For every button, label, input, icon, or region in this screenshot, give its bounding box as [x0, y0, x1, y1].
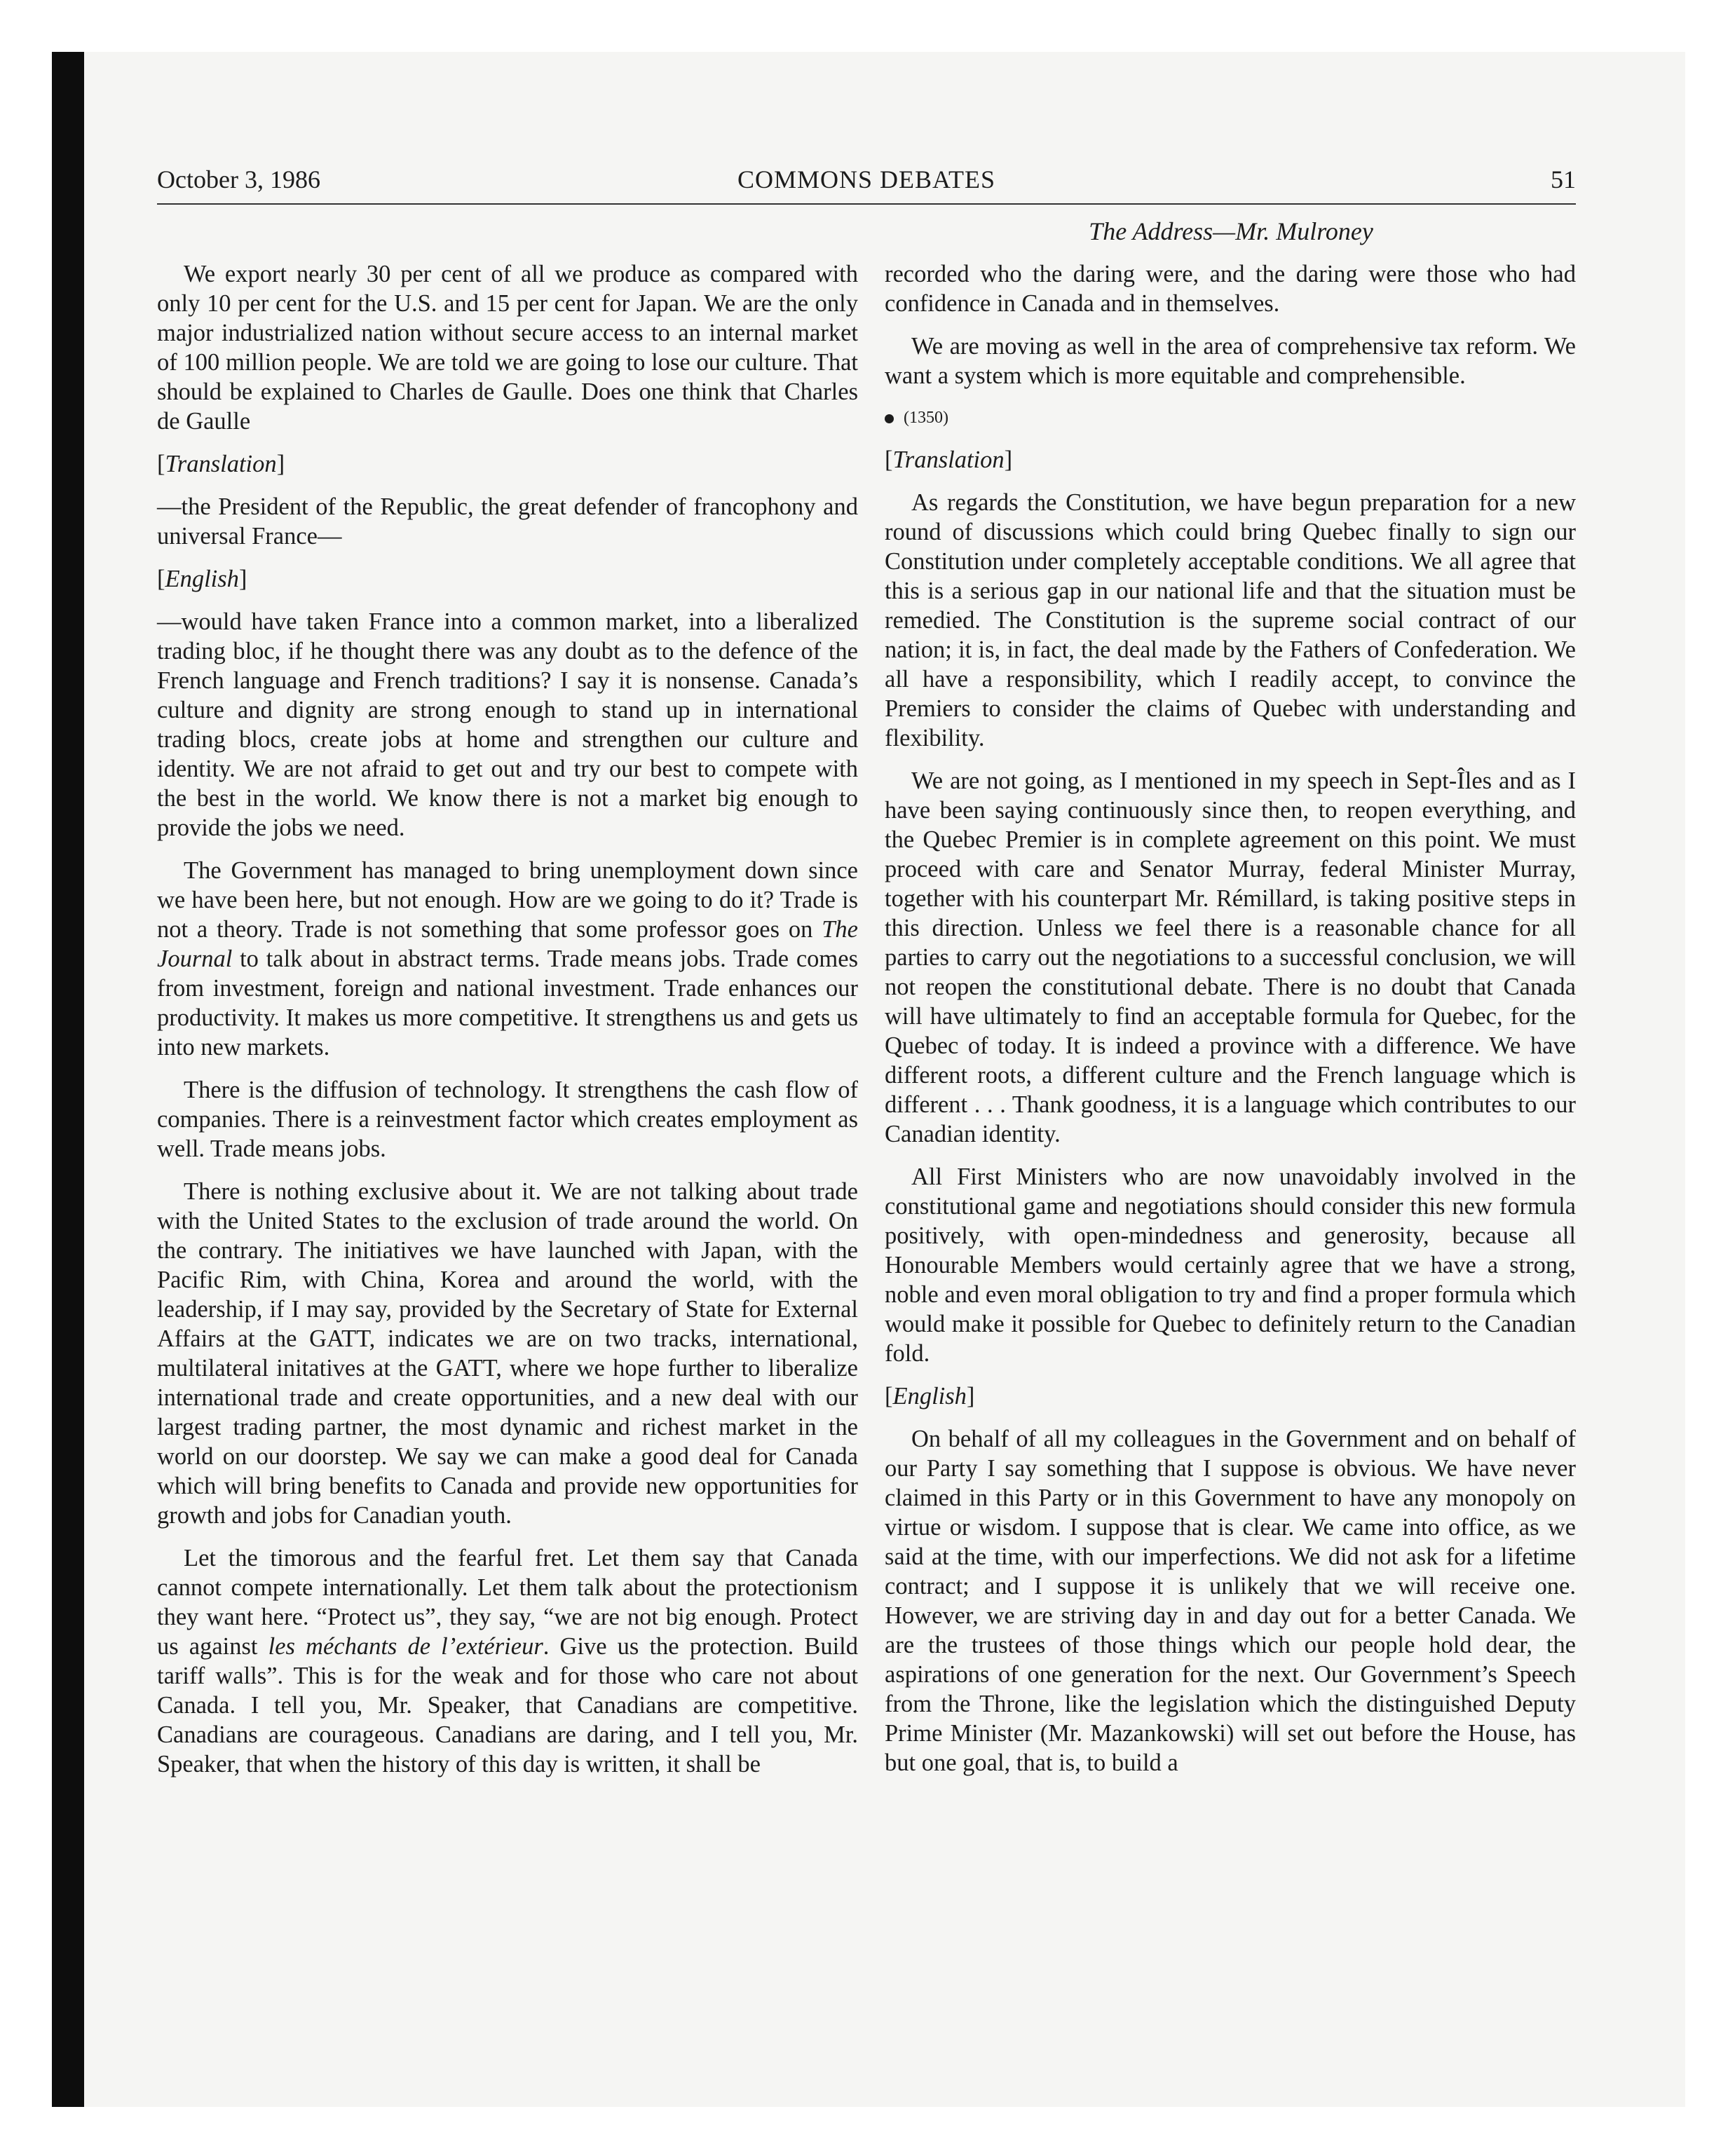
- bullet-icon: [885, 414, 894, 423]
- language-marker: [Translation]: [885, 446, 1013, 473]
- publication-name: The Journal: [157, 916, 858, 972]
- paragraph: As regards the Constitution, we have begun preparation for a new round of discussions which could bring Quebec finally to sign our Constitution under completely acceptable conditions. We all agree that this is a serious gap in our national life and that the situation must be remedied. The Constitution is the supreme social contract of our nation; it is, in fact, the deal made by the Fathers of Confederation. We all have a responsibility, which I readily accept, to convince the Premiers to consider the claims of Quebec with understanding and flexibility.: [885, 489, 1576, 751]
- paragraph: There is the diffusion of technology. It strengthens the cash flow of companies. There is a reinvestment factor which creates employment as well. Trade means jobs.: [157, 1077, 858, 1162]
- paragraph: —would have taken France into a common market, into a liberalized trading bloc, if he thought there was any doubt as to the defence of the French language and French traditions? I say it is nonsense. Canada’s culture and dignity are strong enough to stand up in international trading blocs, create jobs at home and strengthen our culture and identity. We are not afraid to get out and try our best to compete with the best in the world. We know there is not a market big enough to provide the jobs we need.: [157, 608, 858, 841]
- paragraph: Let the timorous and the fearful fret. Let them say that Canada cannot compete internationally. Let them talk about the protectionism they want here. “Protect us”, they say, “we are not big enough. Protect us against les méchants de l’extérieur. Give us the protection. Build tariff walls”. This is for the weak and for those who care not about Canada. I tell you, Mr. Speaker, that Canadians are competitive. Canadians are courageous. Canadians are daring, and I tell you, Mr. Speaker, that when the history of this day is written, it shall be: [157, 1545, 858, 1778]
- right-column: [885, 259, 1576, 1791]
- binding-edge: [52, 52, 84, 2107]
- language-marker: [Translation]: [157, 451, 285, 477]
- paragraph: On behalf of all my colleagues in the Government and on behalf of our Party I say something that I suppose is obvious. We have never claimed in this Party or in this Government to have any monopoly on virtue or wisdom. I suppose that is clear. We came into office, as we said at the time, with our imperfections. We did not ask for a lifetime contract; and I suppose it is unlikely that we will receive one. However, we are striving day in and day out for a better Canada. We are the trustees of those things which our people hold dear, the aspirations of one generation for the next. Our Government’s Speech from the Throne, like the legislation which the distinguished Deputy Prime Minister (Mr. Mazankowski) will set out before the House, has but one goal, that is, to build a: [885, 1426, 1576, 1776]
- paragraph: We export nearly 30 per cent of all we produce as compared with only 10 per cent for the U.S. and 15 per cent for Japan. We are the only major industrialized nation without secure access to an internal market of 100 million people. We are told we are going to lose our culture. That should be explained to Charles de Gaulle. Does one think that Charles de Gaulle: [157, 261, 858, 435]
- page-number: 51: [1551, 165, 1576, 193]
- paragraph: We are moving as well in the area of comprehensive tax reform. We want a system which is more equitable and comprehensible.: [885, 333, 1576, 389]
- time-marker: (1350): [885, 404, 1576, 432]
- paragraph: All First Ministers who are now unavoidably involved in the constitutional game and negotiations should consider this new formula positively, with open-mindedness and generosity, because all Honourable Members would certainly agree that we have a strong, noble and even moral obligation to try and find a proper formula which would make it possible for Quebec to definitely return to the Canadian fold.: [885, 1164, 1576, 1367]
- running-header: [157, 164, 1576, 205]
- subject-heading: The Address—Mr. Mulroney: [1089, 217, 1373, 245]
- header-date: October 3, 1986: [157, 165, 320, 193]
- publication-title: COMMONS DEBATES: [737, 165, 996, 193]
- paragraph: The Government has managed to bring unemployment down since we have been here, but not enough. How are we going to do it? Trade is not a theory. Trade is not something that some professor goes on The Journal to talk about in abstract terms. Trade means jobs. Trade comes from investment, foreign and national investment. Trade enhances our productivity. It makes us more competitive. It strengthens us and gets us into new markets.: [157, 857, 858, 1060]
- language-marker: [English]: [157, 566, 247, 592]
- french-phrase: les méchants de l’extérieur: [268, 1633, 543, 1660]
- paragraph: recorded who the daring were, and the daring were those who had confidence in Canada and in themselves.: [885, 261, 1576, 317]
- paragraph: We are not going, as I mentioned in my speech in Sept-Îles and as I have been saying continuously since then, to reopen everything, and the Quebec Premier is in complete agreement on this point. We must proceed with care and Senator Murray, federal Minister Murray, together with his counterpart Mr. Rémillard, is taking positive steps in this direction. Unless we feel there is a reasonable chance for all parties to carry out the negotiations to a successful conclusion, we will not reopen the constitutional debate. There is no doubt that Canada will have ultimately to find an acceptable formula for Quebec, for the Quebec of today. It is indeed a province with a difference. We have different roots, a different culture and the French language which is different . . . Thank goodness, it is a language which contributes to our Canadian identity.: [885, 767, 1576, 1147]
- paragraph: There is nothing exclusive about it. We are not talking about trade with the United States to the exclusion of trade around the world. On the contrary. The initiatives we have launched with Japan, with the Pacific Rim, with China, Korea and around the world, with the leadership, if I may say, provided by the Secretary of State for External Affairs at the GATT, indicates we are on two tracks, international, multilateral initatives at the GATT, where we hope further to liberalize international trade and create opportunities, and a new deal with our largest trading partner, the most dynamic and richest market in the world on our doorstep. We say we can make a good deal for Canada which will bring benefits to Canada and provide new opportunities for growth and jobs for Canadian youth.: [157, 1178, 858, 1529]
- language-marker: [English]: [885, 1383, 975, 1410]
- left-column: [157, 259, 858, 1792]
- paragraph: —the President of the Republic, the great defender of francophony and universal France—: [157, 493, 858, 550]
